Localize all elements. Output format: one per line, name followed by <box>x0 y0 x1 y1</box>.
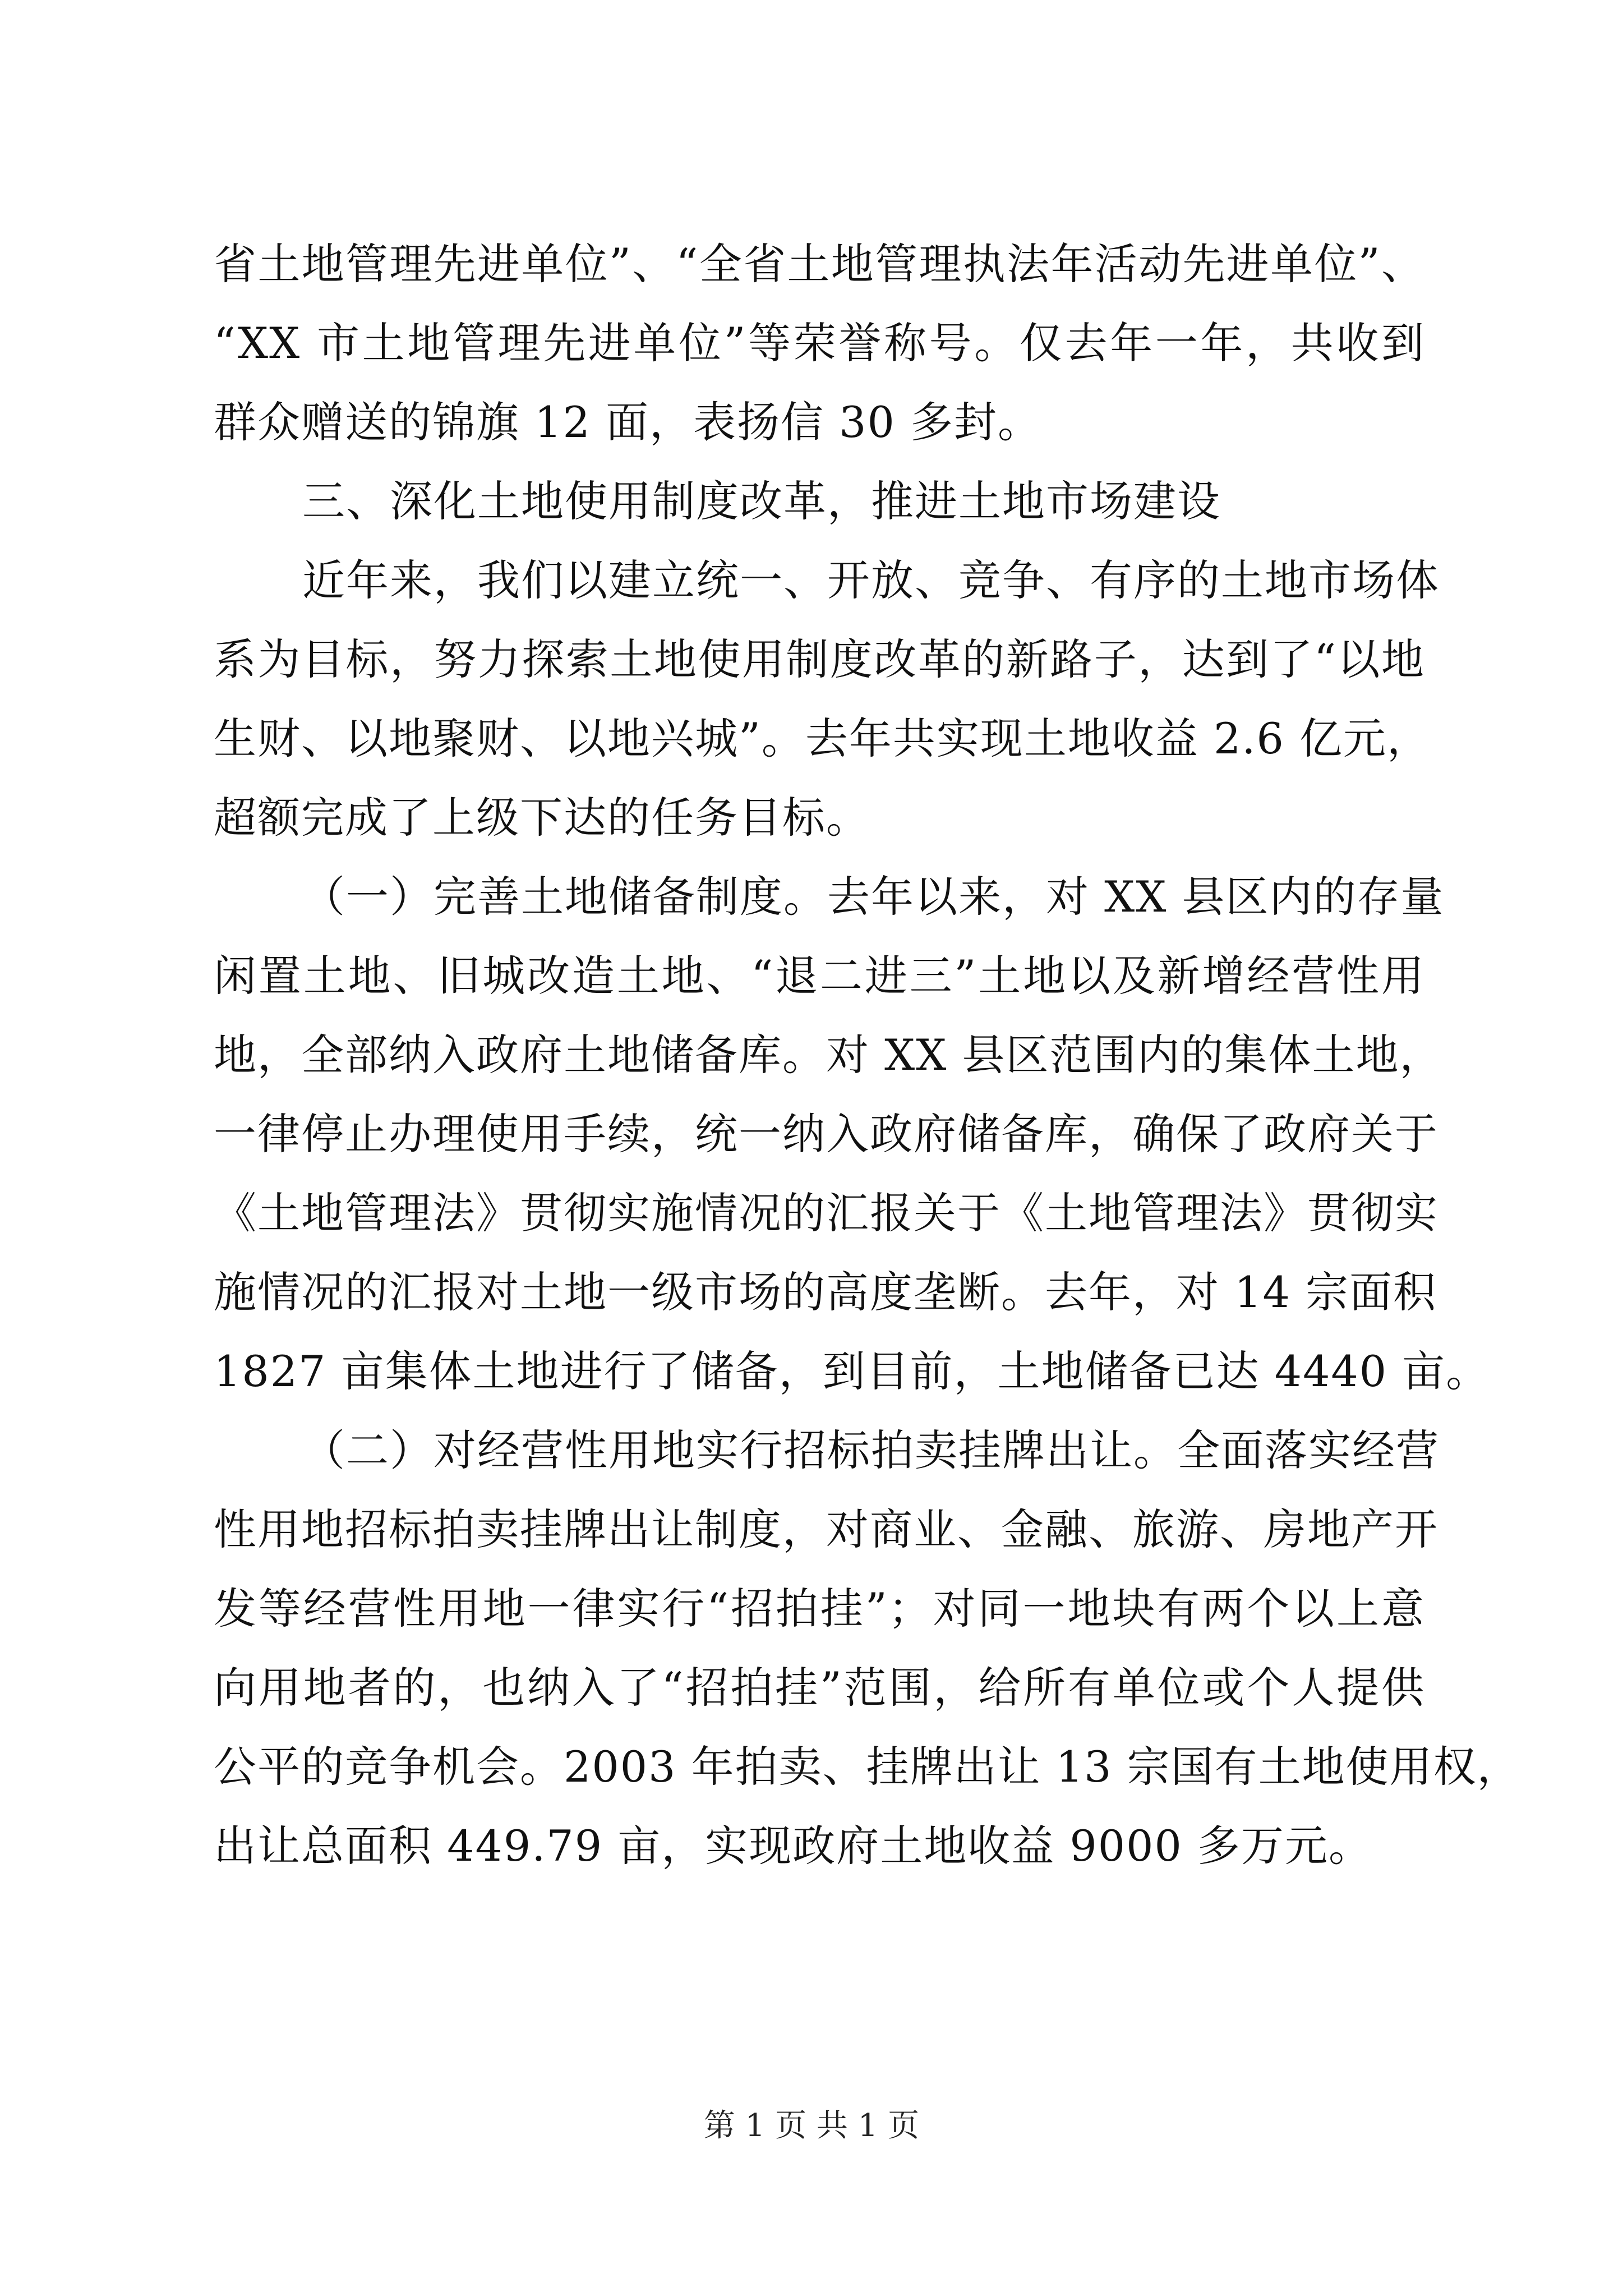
text-line: 性用地招标拍卖挂牌出让制度，对商业、金融、旅游、房地产开 <box>214 1504 1438 1554</box>
text-line: 一律停止办理使用手续，统一纳入政府储备库，确保了政府关于 <box>214 1109 1438 1159</box>
text-line: 发等经营性用地一律实行“招拍挂”；对同一地块有两个以上意 <box>214 1584 1425 1634</box>
text-line: 闲置土地、旧城改造土地、“退二进三”土地以及新增经营性用 <box>214 951 1425 1001</box>
text-line: 地，全部纳入政府土地储备库。对 XX 县区范围内的集体土地， <box>214 1030 1444 1080</box>
page-footer: 第 1 页 共 1 页 <box>703 2108 920 2144</box>
text-line: “XX 市土地管理先进单位”等荣誉称号。仅去年一年，共收到 <box>214 318 1425 368</box>
text-line: 省土地管理先进单位”、“全省土地管理执法年活动先进单位”、 <box>214 239 1425 289</box>
text-line: （二）对经营性用地实行招标拍卖挂牌出让。全面落实经营 <box>302 1425 1440 1475</box>
text-line: 系为目标，努力探索土地使用制度改革的新路子，达到了“以地 <box>214 634 1425 684</box>
text-line: 群众赠送的锦旗 12 面，表扬信 30 多封。 <box>214 397 1042 447</box>
section-heading: 三、深化土地使用制度改革，推进土地市场建设 <box>302 476 1221 526</box>
text-line: 公平的竞争机会。2003 年拍卖、挂牌出让 13 宗国有土地使用权， <box>214 1742 1521 1792</box>
document-body <box>214 224 1521 1885</box>
text-line: 1827 亩集体土地进行了储备，到目前，土地储备已达 4440 亩。 <box>214 1346 1490 1396</box>
text-line: 施情况的汇报对土地一级市场的高度垄断。去年，对 14 宗面积 <box>214 1267 1437 1317</box>
text-line: （一）完善土地储备制度。去年以来，对 XX 县区内的存量 <box>302 872 1445 922</box>
text-line: 生财、以地聚财、以地兴城”。去年共实现土地收益 2.6 亿元， <box>214 714 1431 763</box>
text-line: 《土地管理法》贯彻实施情况的汇报关于《土地管理法》贯彻实 <box>214 1188 1438 1238</box>
text-line: 向用地者的，也纳入了“招拍挂”范围，给所有单位或个人提供 <box>214 1663 1425 1713</box>
text-line: 超额完成了上级下达的任务目标。 <box>214 793 870 843</box>
text-line: 出让总面积 449.79 亩，实现政府土地收益 9000 多万元。 <box>214 1821 1372 1871</box>
text-line: 近年来，我们以建立统一、开放、竞争、有序的土地市场体 <box>302 555 1440 605</box>
